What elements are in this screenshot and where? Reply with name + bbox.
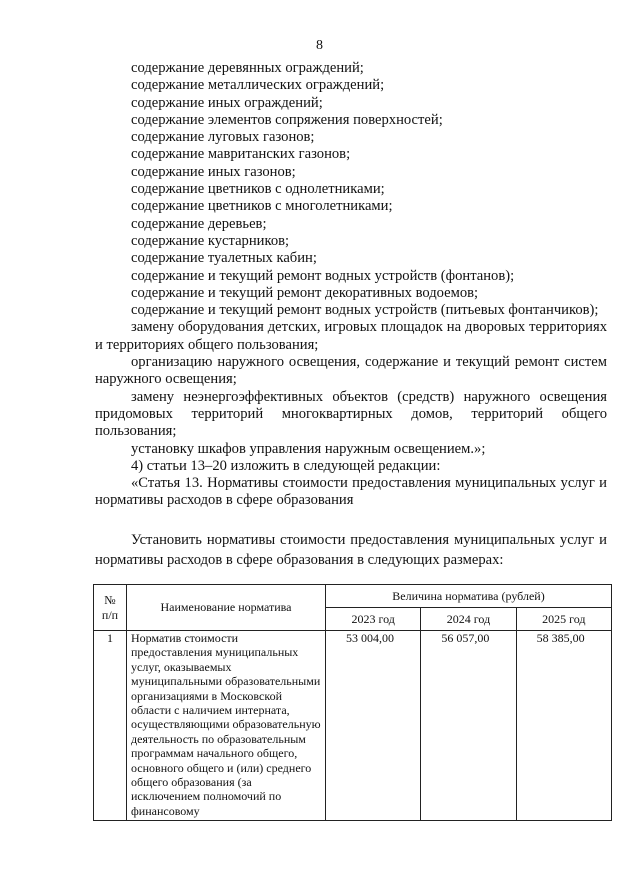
clause-4: 4) статьи 13–20 изложить в следующей редакции: <box>131 457 441 474</box>
list-item: содержание цветников с однолетниками; <box>131 181 385 198</box>
list-item: содержание и текущий ремонт декоративных водоемов; <box>131 284 479 301</box>
header-year-2024: 2024 год <box>421 608 516 631</box>
list-item: содержание и текущий ремонт водных устройств (фонтанов); <box>131 267 515 284</box>
row-num: 1 <box>94 631 127 821</box>
list-item: содержание туалетных кабин; <box>131 250 317 267</box>
norms-table <box>93 584 612 821</box>
list-item: содержание цветников с многолетниками; <box>131 198 393 215</box>
header-num: № п/п <box>94 585 127 631</box>
list-item-playgrounds: замену оборудования детских, игровых площадок на дворовых территориях и территориях общего пользования; <box>95 319 607 353</box>
table-row <box>94 631 612 821</box>
list-item: содержание деревьев; <box>131 215 267 232</box>
list-item-cabinets: установку шкафов управления наружным освещением.»; <box>131 440 486 457</box>
list-item: содержание кустарников; <box>131 232 290 249</box>
list-item: содержание элементов сопряжения поверхностей; <box>131 111 443 128</box>
row-value-2025: 58 385,00 <box>516 631 611 821</box>
intro-text: Установить нормативы стоимости предоставления муниципальных услуг и нормативы расходов в сфере образования в следующих размерах: <box>95 532 607 568</box>
list-item: содержание металлических ограждений; <box>131 77 385 94</box>
page-number: 8 <box>316 38 323 53</box>
list-item-lighting: организацию наружного освещения, содержание и текущий ремонт систем наружного освещения; <box>95 354 607 388</box>
row-value-2023: 53 004,00 <box>326 631 421 821</box>
list-item-fountains: содержание и текущий ремонт водных устройств (питьевых фонтанчиков); <box>131 302 599 319</box>
article-title: «Статья 13. Нормативы стоимости предоставления муниципальных услуг и нормативы расходов в сфере образования <box>95 475 607 509</box>
list-item: содержание мавританских газонов; <box>131 146 351 163</box>
list-item: содержание луговых газонов; <box>131 129 315 146</box>
row-name: Норматив стоимости предоставления муниципальных услуг, оказываемых муниципальными образовательными организациями в Московской области с наличием интерната, осуществляющими образовательную деятельность по образовательным программам начального общего, основного общего и (или) среднего общего образования (за исключением полномочий по финансовому <box>127 631 326 821</box>
list-block <box>95 60 607 510</box>
list-item: содержание иных газонов; <box>131 163 296 180</box>
header-year-2025: 2025 год <box>516 608 611 631</box>
list-item: содержание иных ограждений; <box>131 94 323 111</box>
intro-paragraph <box>95 530 607 570</box>
header-value: Величина норматива (рублей) <box>326 585 612 608</box>
list-item: содержание деревянных ограждений; <box>131 60 364 76</box>
header-name: Наименование норматива <box>127 585 326 631</box>
row-value-2024: 56 057,00 <box>421 631 516 821</box>
list-item-replace: замену неэнергоэффективных объектов (средств) наружного освещения придомовых территорий многоквартирных домов, территорий общего пользования; <box>95 388 607 440</box>
header-year-2023: 2023 год <box>326 608 421 631</box>
